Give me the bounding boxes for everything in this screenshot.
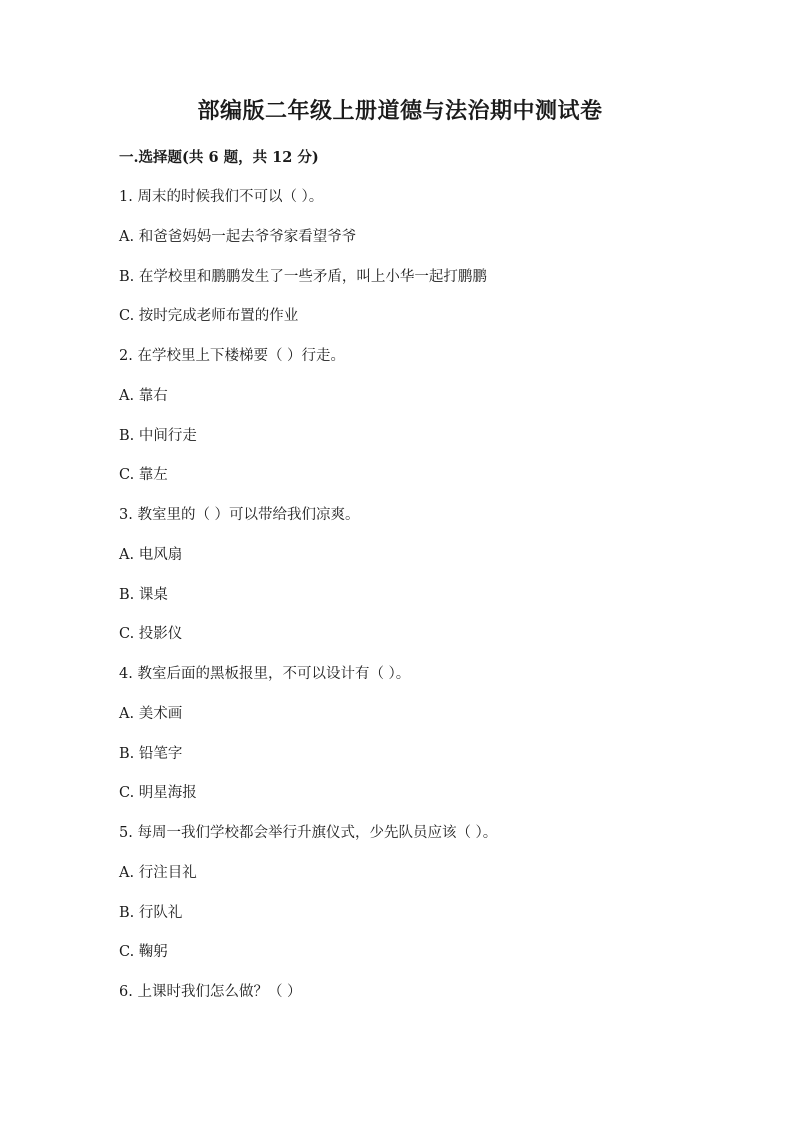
- section-heading: 一.选择题(共 6 题，共 12 分): [119, 149, 319, 166]
- question-3-option-c: C. 投影仪: [119, 626, 183, 643]
- question-5-option-c: C. 鞠躬: [119, 944, 168, 961]
- question-1-option-b: B. 在学校里和鹏鹏发生了一些矛盾，叫上小华一起打鹏鹏: [119, 268, 487, 285]
- question-3-option-b: B. 课桌: [119, 586, 168, 603]
- question-4-option-a: A. 美术画: [119, 705, 183, 722]
- question-list: [119, 186, 739, 1021]
- question-5-option-a: A. 行注目礼: [119, 864, 197, 881]
- question-4-option-b: B. 铅笔字: [119, 745, 183, 762]
- question-stem-5: 5. 每周一我们学校都会举行升旗仪式，少先队员应该（ ）。: [119, 825, 498, 841]
- question-4-option-c: C. 明星海报: [119, 785, 197, 802]
- question-stem-1: 1. 周末的时候我们不可以（ ）。: [119, 189, 324, 205]
- question-1-option-a: A. 和爸爸妈妈一起去爷爷家看望爷爷: [119, 228, 357, 245]
- page-title: 部编版二年级上册道德与法治期中测试卷: [197, 98, 603, 124]
- question-1-option-c: C. 按时完成老师布置的作业: [119, 308, 299, 325]
- question-stem-4: 4. 教室后面的黑板报里，不可以设计有（ ）。: [119, 666, 411, 682]
- question-2-option-b: B. 中间行走: [119, 427, 197, 444]
- question-2-option-a: A. 靠右: [119, 387, 168, 404]
- question-stem-2: 2. 在学校里上下楼梯要（ ）行走。: [119, 348, 346, 364]
- question-stem-6: 6. 上课时我们怎么做？（ ）: [119, 984, 302, 1000]
- question-2-option-c: C. 靠左: [119, 467, 168, 484]
- question-5-option-b: B. 行队礼: [119, 904, 183, 921]
- question-3-option-a: A. 电风扇: [119, 546, 183, 563]
- question-stem-3: 3. 教室里的（ ）可以带给我们凉爽。: [119, 507, 360, 523]
